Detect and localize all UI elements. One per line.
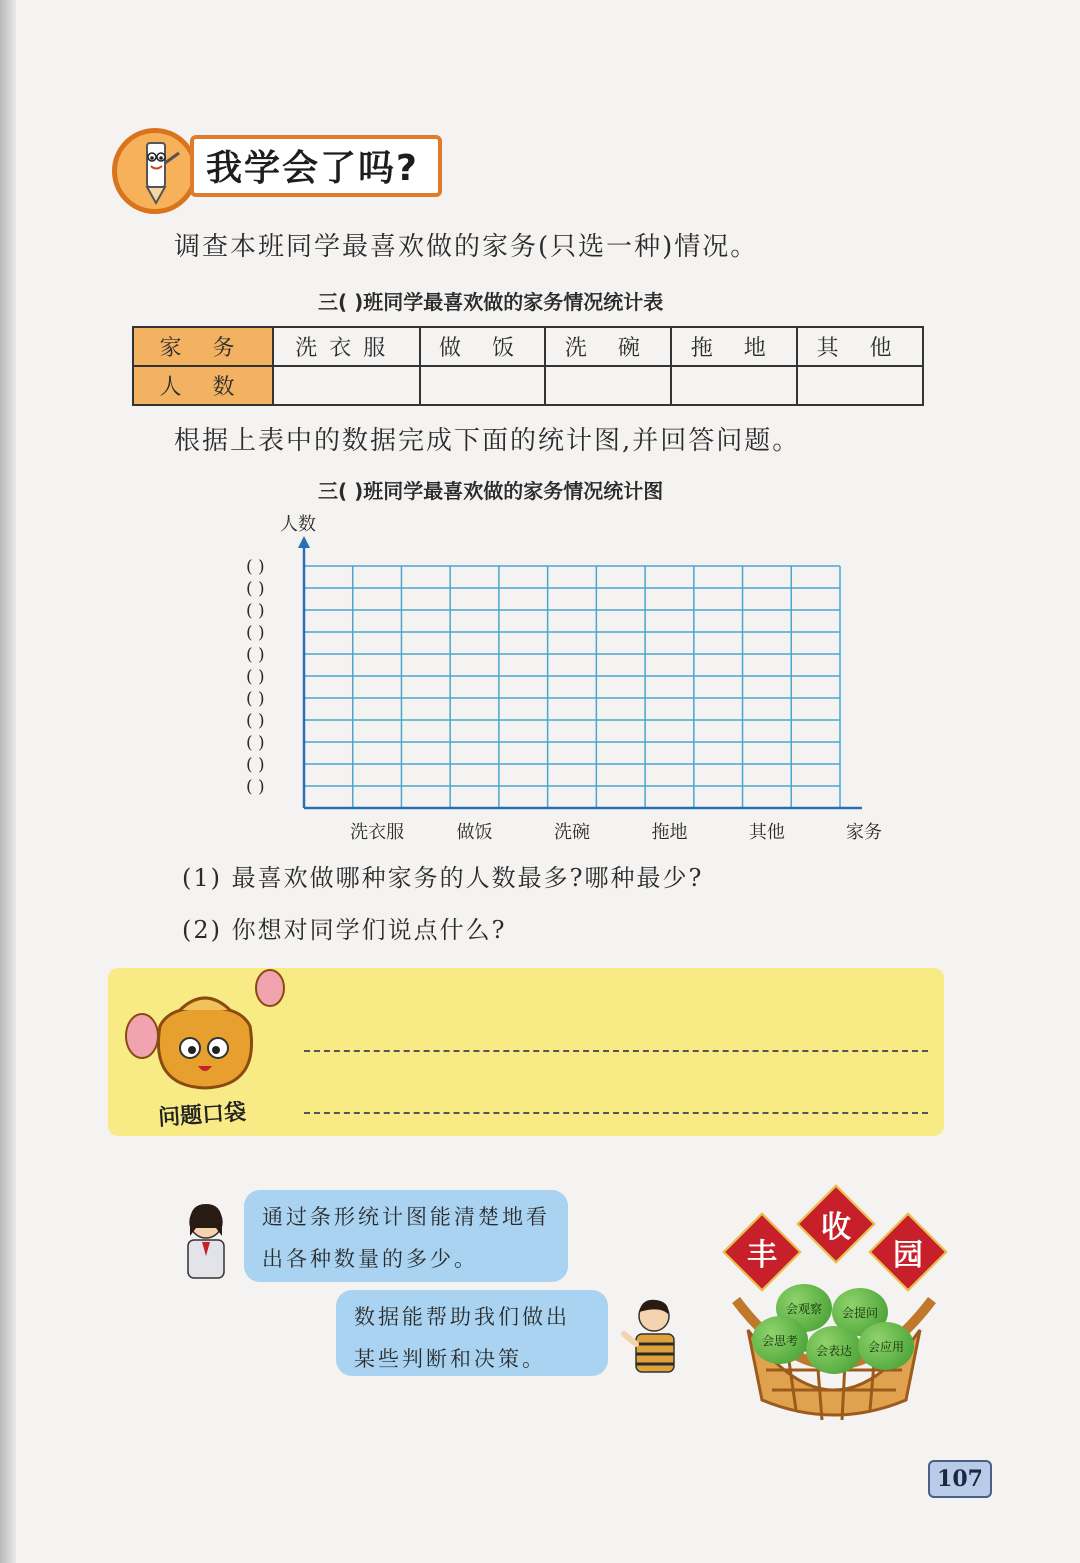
count-cell[interactable]	[797, 366, 923, 405]
row-label-count: 人 数	[133, 366, 273, 405]
apple-badge: 会思考	[752, 1316, 808, 1364]
pocket-label: 问题口袋	[157, 1099, 247, 1132]
x-tick-label: 洗碗	[554, 822, 590, 843]
apple-badge: 会提问	[832, 1288, 888, 1336]
count-cell[interactable]	[671, 366, 797, 405]
page-number: 107	[928, 1460, 992, 1498]
harvest-sign	[796, 1184, 875, 1263]
instruction-text: 根据上表中的数据完成下面的统计图,并回答问题。	[174, 426, 801, 456]
x-tick-label: 洗衣服	[350, 822, 405, 843]
column-header: 洗 碗	[545, 327, 671, 366]
girl-speech-bubble: 通过条形统计图能清楚地看出各种数量的多少。	[244, 1190, 568, 1282]
y-tick-label: ( )	[246, 557, 265, 577]
boy-speech-bubble: 数据能帮助我们做出某些判断和决策。	[336, 1290, 608, 1376]
y-tick-label: ( )	[246, 755, 265, 775]
harvest-sign-char: 丰	[747, 1238, 777, 1273]
y-tick-label: ( )	[246, 733, 265, 753]
y-tick-label: ( )	[246, 579, 265, 599]
column-header: 做 饭	[420, 327, 546, 366]
x-tick-label: 拖地	[651, 822, 688, 843]
page-binding-edge	[0, 0, 16, 1563]
table-row	[133, 327, 923, 366]
y-axis-arrow-icon	[298, 536, 310, 548]
apple-badge: 会表达	[806, 1326, 862, 1374]
y-tick-label: ( )	[246, 711, 265, 731]
girl-avatar-icon	[176, 1200, 236, 1284]
row-label-chores: 家 务	[133, 327, 273, 366]
count-cell[interactable]	[420, 366, 546, 405]
column-header: 洗衣服	[273, 327, 420, 366]
y-tick-label: ( )	[246, 689, 265, 709]
section-title: 我学会了吗?	[206, 148, 419, 189]
x-tick-label: 其他	[748, 822, 785, 843]
y-tick-label: ( )	[246, 601, 265, 621]
pencil-mascot-icon	[112, 128, 198, 214]
chart-title: 三( )班同学最喜欢做的家务情况统计图	[318, 479, 664, 503]
column-header: 其 他	[797, 327, 923, 366]
x-axis-label: 家务	[846, 822, 882, 843]
count-cell[interactable]	[545, 366, 671, 405]
answer-line[interactable]	[304, 1112, 928, 1114]
apple-badge: 会应用	[858, 1322, 914, 1370]
column-header: 拖 地	[671, 327, 797, 366]
intro-text: 调查本班同学最喜欢做的家务(只选一种)情况。	[174, 232, 759, 262]
y-tick-label: ( )	[246, 667, 265, 687]
harvest-sign-char: 园	[893, 1238, 923, 1273]
y-axis-label: 人数	[280, 514, 316, 535]
x-tick-label: 做饭	[456, 822, 493, 843]
question-2: (2) 你想对同学们说点什么?	[182, 916, 507, 944]
harvest-sign-char: 收	[821, 1210, 851, 1245]
bar-chart-grid[interactable]	[240, 508, 900, 848]
count-cell[interactable]	[273, 366, 420, 405]
y-tick-label: ( )	[246, 777, 265, 797]
survey-table	[132, 326, 924, 406]
answer-line[interactable]	[304, 1050, 928, 1052]
pocket-mascot-icon	[120, 966, 290, 1100]
table-row	[133, 366, 923, 405]
table-caption: 三( )班同学最喜欢做的家务情况统计表	[318, 290, 664, 314]
boy-avatar-icon	[620, 1294, 682, 1378]
apple-badge: 会观察	[776, 1284, 832, 1332]
y-tick-label: ( )	[246, 623, 265, 643]
y-tick-label: ( )	[246, 645, 265, 665]
question-1: (1) 最喜欢做哪种家务的人数最多?哪种最少?	[182, 864, 704, 892]
